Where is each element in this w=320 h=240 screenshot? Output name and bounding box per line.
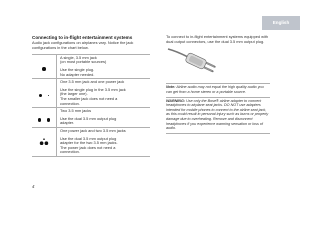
dual-plug-instructions: To connect to in-flight entertainment systems equipped with dual output connectors, use the dual 3.5 mm output plug.: [166, 34, 269, 44]
right-column: [166, 35, 270, 134]
config-action: Use the dual 3.5 mm output plug: [60, 135, 117, 141]
two-jacks-icon: [32, 108, 57, 128]
config-description: [57, 127, 151, 156]
config-description: [57, 54, 151, 78]
note: [166, 85, 270, 94]
config-action: The power jack does not need a: [60, 144, 116, 150]
two-jacks-and-power-jack-icon: [32, 127, 57, 156]
config-action: connection.: [60, 149, 80, 155]
config-action: adapter.: [60, 120, 75, 126]
table-row: [32, 108, 150, 128]
config-action: The smaller jack does not need a: [60, 95, 118, 101]
language-tab[interactable]: English: [262, 16, 300, 30]
dual-plug-adapter-icon: [166, 45, 270, 83]
jack-and-power-jack-icon: [32, 79, 57, 108]
note-label: Note:: [166, 85, 176, 90]
table-row: [32, 54, 150, 78]
config-action: adapter for the two 3.5 mm jacks.: [60, 140, 118, 146]
config-action: (the larger one).: [60, 91, 88, 97]
dual-plug-adapter-illustration: [166, 45, 270, 83]
config-line: (on most portable sources): [60, 59, 107, 65]
table-row: [32, 127, 150, 156]
table-row: [32, 79, 150, 108]
divider: [166, 83, 270, 84]
section-title: Connecting to in-flight entertainment systems: [32, 35, 133, 40]
divider: [166, 97, 270, 98]
note-body: Airline audio may not equal the high quality audio you can get from a home stereo or a portable source.: [166, 85, 264, 94]
config-action: No adapter needed.: [60, 71, 95, 77]
config-action: Use the single plug.: [60, 67, 95, 72]
warning-label: WARNING:: [166, 98, 186, 103]
jack-configuration-table: [32, 54, 150, 157]
warning: [166, 99, 270, 131]
single-jack-icon: [32, 54, 57, 78]
divider: [166, 133, 270, 134]
config-line: One 3.5 mm jack and one power jack: [60, 79, 125, 85]
config-description: [57, 108, 151, 128]
config-action: Use the dual 3.5 mm output plug: [60, 115, 117, 121]
config-action: connection.: [60, 100, 80, 106]
config-line: Two 3.5 mm jacks: [60, 108, 92, 114]
section-intro: Audio jack configurations on airplanes vary. Notice the jack configurations in the chart below.: [32, 40, 134, 51]
config-description: [57, 79, 151, 108]
warning-body: Use only the Bose® airline adapter to connect headphones to airplane seat jacks. DO NOT use adapters intended for mobile phones to connect to the airline seat jack, as this could result in personal injury such as burns or property damage due to overheating. Remove and disconnect headphones if you experience warming sensation or loss of audio.: [166, 98, 269, 131]
config-line: A single, 3.5 mm jack: [60, 54, 97, 60]
left-column: [32, 35, 150, 157]
config-action: Use the single plug in the 3.5 mm jack: [60, 86, 126, 92]
config-line: One power jack and two 3.5 mm jacks: [60, 127, 126, 133]
page-number: 4: [32, 184, 35, 189]
